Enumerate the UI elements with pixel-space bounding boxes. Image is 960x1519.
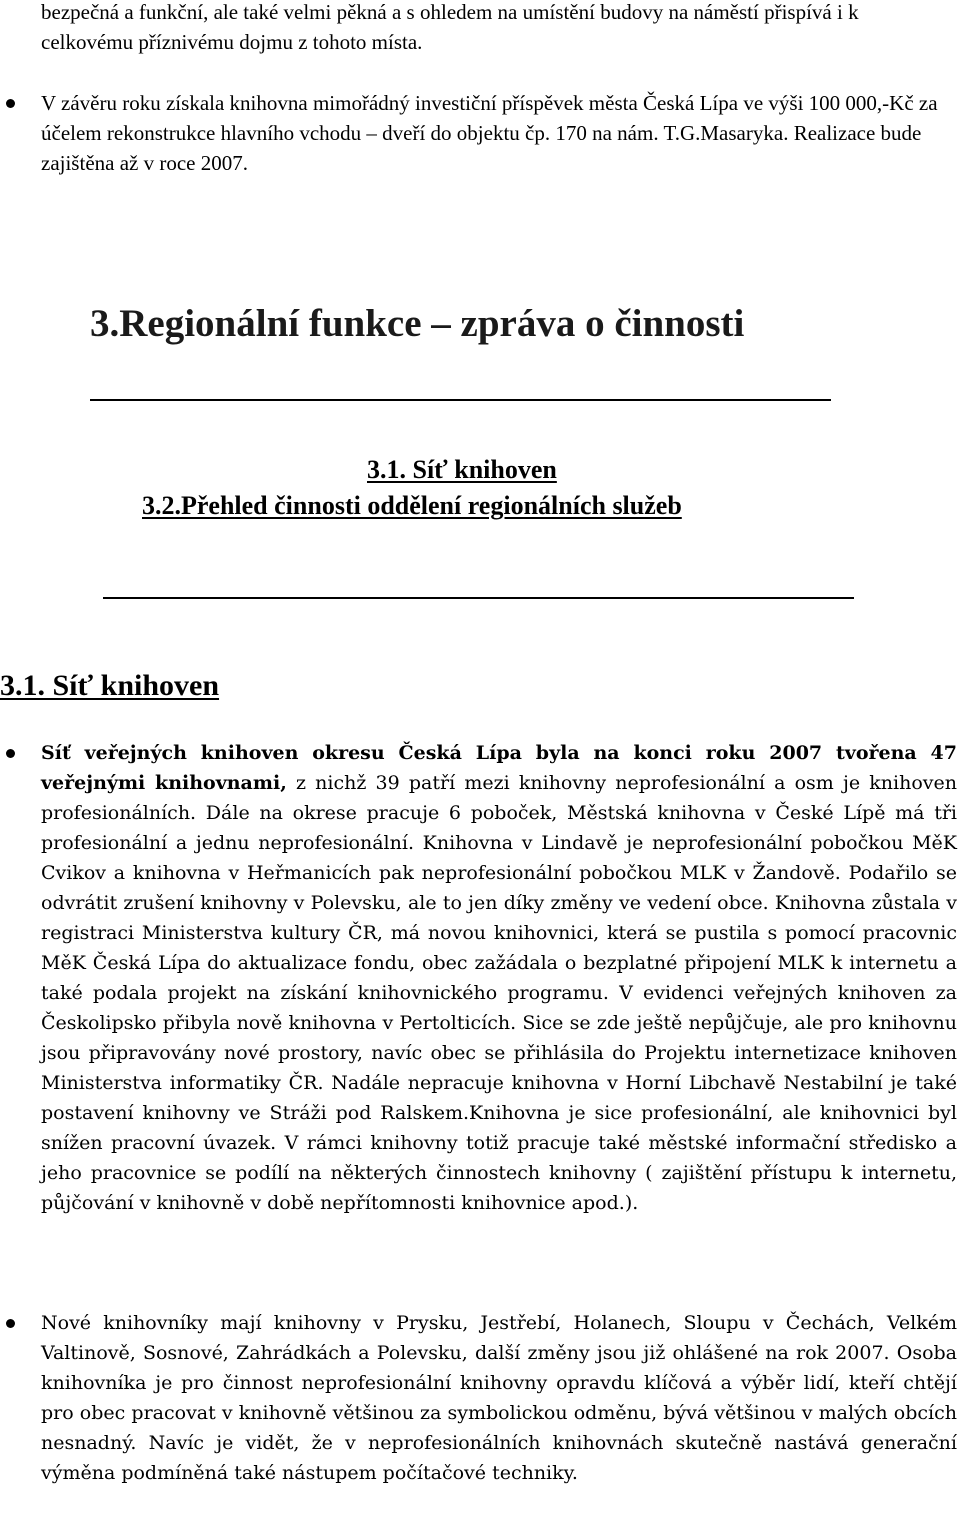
bullet-text [41, 738, 957, 1218]
bullet-dot [6, 749, 15, 758]
bullet-lead-text: Síť veřejných knihoven okresu Česká Lípa byla na konci roku 2007 tvořena 47 veřejnými knihovnami, [41, 742, 957, 794]
bullet-text: Nové knihovníky mají knihovny v Prysku, Jestřebí, Holanech, Sloupu v Čechách, Velkém Valtinově, Sosnové, Zahrádkách a Polevsku, další změny jsou již ohlášené na rok 2007. Osoba knihovníka je pro činnost neprofesionální knihovny opravdu klíčová a výběr lidí, kteří chtějí pro obec pracovat v knihovně většinou za symbolickou odměnu, bývá většinou v malých obcích nesnadný. Navíc je vidět, že v neprofesionálních knihovnách skutečně nastává generační výměna podmíněná také nástupem počítačové techniky. [41, 1312, 957, 1484]
bullet-text: V závěru roku získala knihovna mimořádný investiční příspěvek města Česká Lípa ve výši 100 000,-Kč za účelem rekonstrukce hlavního vchodu – dveří do objektu čp. 170 na nám. T.G.Masaryka. Realizace bude zajištěna až v roce 2007. [41, 91, 938, 175]
divider-line [103, 597, 854, 599]
toc-link-overview[interactable]: 3.2.Přehled činnosti oddělení regionálních služeb [142, 491, 682, 520]
toc-link-network[interactable]: 3.1. Síť knihoven [367, 455, 557, 484]
continued-paragraph: bezpečná a funkční, ale také velmi pěkná a s ohledem na umístění budovy na náměstí přispívá i k celkovému příznivému dojmu z tohoto místa. [41, 0, 859, 54]
divider-line [90, 399, 831, 401]
bullet-dot [6, 99, 15, 108]
bullet-dot [6, 1319, 15, 1328]
section-heading: 3.1. Síť knihoven [0, 669, 220, 702]
chapter-heading: 3.Regionální funkce – zpráva o činnosti [90, 302, 745, 345]
bullet-body-text: z nichž 39 patří mezi knihovny neprofesionální a osm je knihoven profesionálních. Dále na okrese pracuje 6 poboček, Městská knihovna v České Lípě má tři profesionální a jednu neprofesionální. Knihovna v Lindavě je neprofesionální pobočkou MěK Cvikov a knihovna v Heřmanicích pak neprofesionální pobočkou MLK v Žandově. Podařilo se odvrátit zrušení knihovny v Polevsku, ale to jen díky změny ve vedení obce. Knihovna zůstala v registraci Ministerstva kultury ČR, má novou knihovnici, která se pustila s pomocí pracovnic MěK Česká Lípa do aktualizace fondu, obec zažádala o bezplatné připojení MLK k internetu a také podala projekt na získání knihovnického programu. V evidenci veřejných knihoven za Českolipsko přibyla nově knihovna v Pertolticích. Sice se zde ještě nepůjčuje, ale pro knihovnu jsou připravovány nové prostory, navíc obec se přihlásila do Projektu internetizace knihoven Ministerstva informatiky ČR. Nadále nepracuje knihovna v Horní Libchavě Nestabilní je také postavení knihovny ve Stráži pod Ralskem.Knihovna je sice profesionální, ale knihovnici byl snížen pracovní úvazek. V rámci knihovny totiž pracuje také městské informační středisko a jeho pracovnice se podílí na některých činnostech knihovny ( zajištění přístupu k internetu, půjčování v knihovně v době nepřítomnosti knihovnice apod.). [41, 772, 957, 1214]
